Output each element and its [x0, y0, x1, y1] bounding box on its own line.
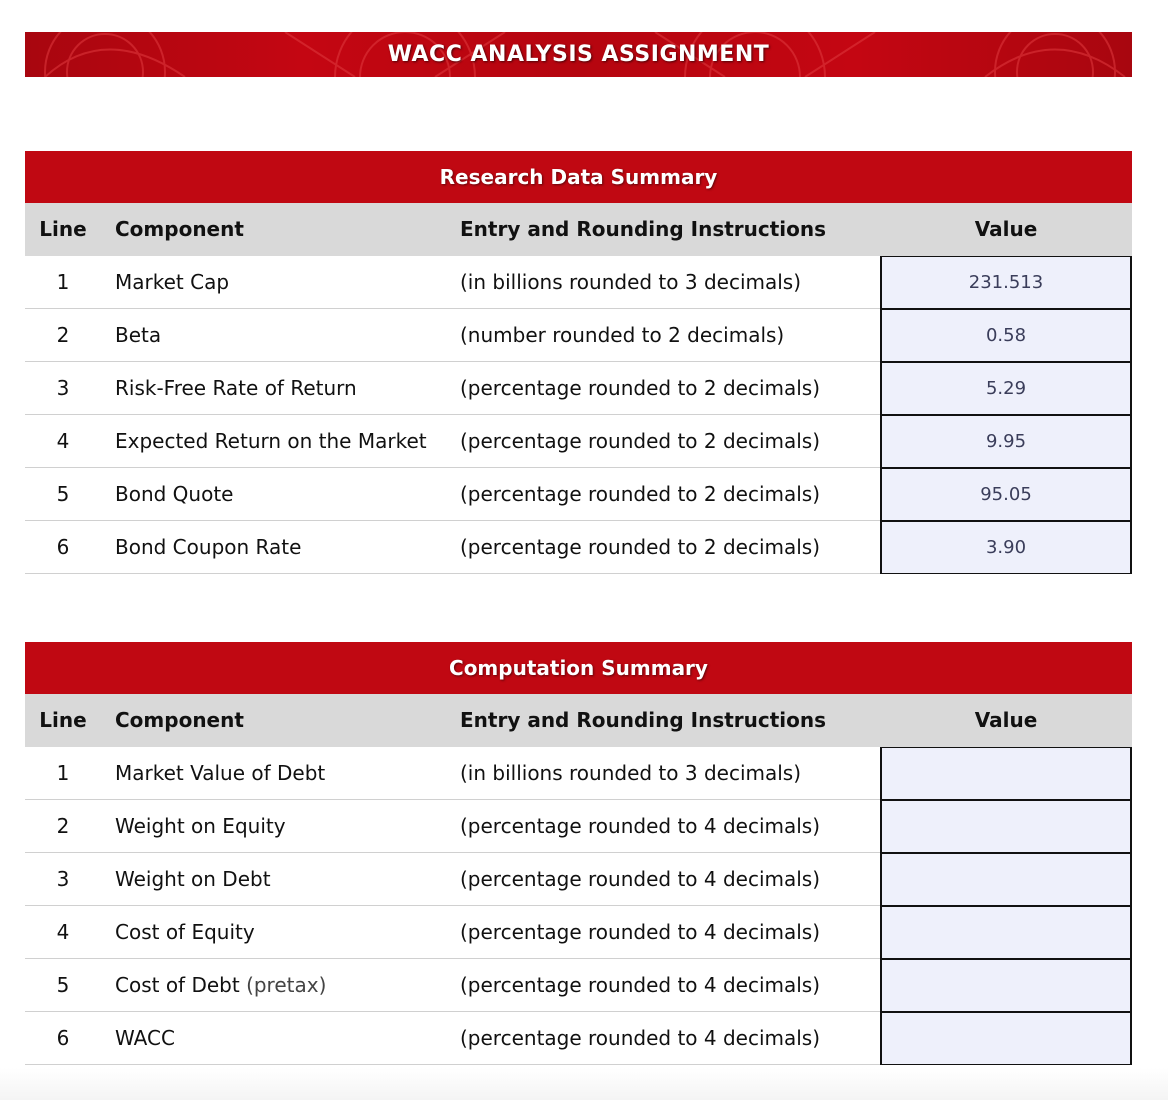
row-line: 5 [56, 973, 70, 997]
table-row [25, 1012, 1132, 1065]
row-instructions: (in billions rounded to 3 decimals) [460, 761, 802, 785]
row-instructions: (percentage rounded to 2 decimals) [460, 429, 821, 453]
row-component: Weight on Debt [115, 867, 271, 891]
row-line: 5 [56, 482, 70, 506]
table-row [25, 362, 1132, 415]
row-instructions: (percentage rounded to 4 decimals) [460, 1026, 821, 1050]
value-cell-market-cap[interactable]: 231.513 [880, 256, 1132, 309]
row-line: 4 [56, 429, 70, 453]
row-line: 2 [56, 814, 70, 838]
value-cell-wacc[interactable] [880, 1012, 1132, 1065]
row-component-label: Cost of Debt [115, 973, 240, 997]
table-row [25, 906, 1132, 959]
row-component: Market Cap [115, 270, 230, 294]
table-row [25, 521, 1132, 574]
table-row [25, 800, 1132, 853]
row-component: Beta [115, 323, 162, 347]
research-header-row [25, 203, 1132, 256]
header-instructions: Entry and Rounding Instructions [460, 708, 827, 732]
value-cell-bond-quote[interactable]: 95.05 [880, 468, 1132, 521]
page-bottom-edge [0, 1068, 1168, 1100]
row-instructions: (percentage rounded to 4 decimals) [460, 920, 821, 944]
research-data-section [25, 151, 1132, 574]
row-instructions: (percentage rounded to 4 decimals) [460, 867, 821, 891]
row-instructions: (percentage rounded to 2 decimals) [460, 482, 821, 506]
header-value: Value [974, 708, 1038, 732]
header-line: Line [39, 217, 87, 241]
row-instructions: (percentage rounded to 4 decimals) [460, 814, 821, 838]
header-instructions: Entry and Rounding Instructions [460, 217, 827, 241]
row-line: 3 [56, 867, 70, 891]
value-cell-coupon-rate[interactable]: 3.90 [880, 521, 1132, 574]
row-component: Expected Return on the Market [115, 429, 427, 453]
title-banner [25, 32, 1132, 77]
table-row [25, 309, 1132, 362]
row-component: Risk-Free Rate of Return [115, 376, 357, 400]
row-component-note: (pretax) [246, 973, 327, 997]
table-row [25, 853, 1132, 906]
computation-section [25, 642, 1132, 1065]
value-cell-weight-debt[interactable] [880, 853, 1132, 906]
row-line: 6 [56, 535, 70, 559]
row-line: 4 [56, 920, 70, 944]
row-instructions: (percentage rounded to 2 decimals) [460, 376, 821, 400]
value-cell-cost-equity[interactable] [880, 906, 1132, 959]
computation-header-row [25, 694, 1132, 747]
row-line: 6 [56, 1026, 70, 1050]
table-row [25, 747, 1132, 800]
value-cell-weight-equity[interactable] [880, 800, 1132, 853]
row-instructions: (percentage rounded to 2 decimals) [460, 535, 821, 559]
value-cell-debt-market-value[interactable] [880, 747, 1132, 800]
table-row [25, 415, 1132, 468]
row-instructions: (percentage rounded to 4 decimals) [460, 973, 821, 997]
header-component: Component [115, 708, 244, 732]
value-cell-risk-free-rate[interactable]: 5.29 [880, 362, 1132, 415]
row-line: 3 [56, 376, 70, 400]
row-instructions: (number rounded to 2 decimals) [460, 323, 785, 347]
header-component: Component [115, 217, 244, 241]
table-row [25, 959, 1132, 1012]
row-line: 1 [56, 761, 70, 785]
header-value: Value [974, 217, 1038, 241]
header-line: Line [39, 708, 87, 732]
row-component: Bond Coupon Rate [115, 535, 302, 559]
research-section-title: Research Data Summary [25, 151, 1132, 203]
page-title: WACC ANALYSIS ASSIGNMENT [387, 42, 770, 67]
value-cell-beta[interactable]: 0.58 [880, 309, 1132, 362]
value-cell-market-return[interactable]: 9.95 [880, 415, 1132, 468]
computation-section-title: Computation Summary [25, 642, 1132, 694]
row-component: Bond Quote [115, 482, 234, 506]
row-line: 1 [56, 270, 70, 294]
row-component: Weight on Equity [115, 814, 286, 838]
row-instructions: (in billions rounded to 3 decimals) [460, 270, 802, 294]
table-row [25, 468, 1132, 521]
value-cell-cost-debt[interactable] [880, 959, 1132, 1012]
row-component: WACC [115, 1026, 175, 1050]
row-line: 2 [56, 323, 70, 347]
row-component [115, 959, 326, 1011]
row-component: Cost of Equity [115, 920, 255, 944]
row-component: Market Value of Debt [115, 761, 326, 785]
table-row [25, 256, 1132, 309]
